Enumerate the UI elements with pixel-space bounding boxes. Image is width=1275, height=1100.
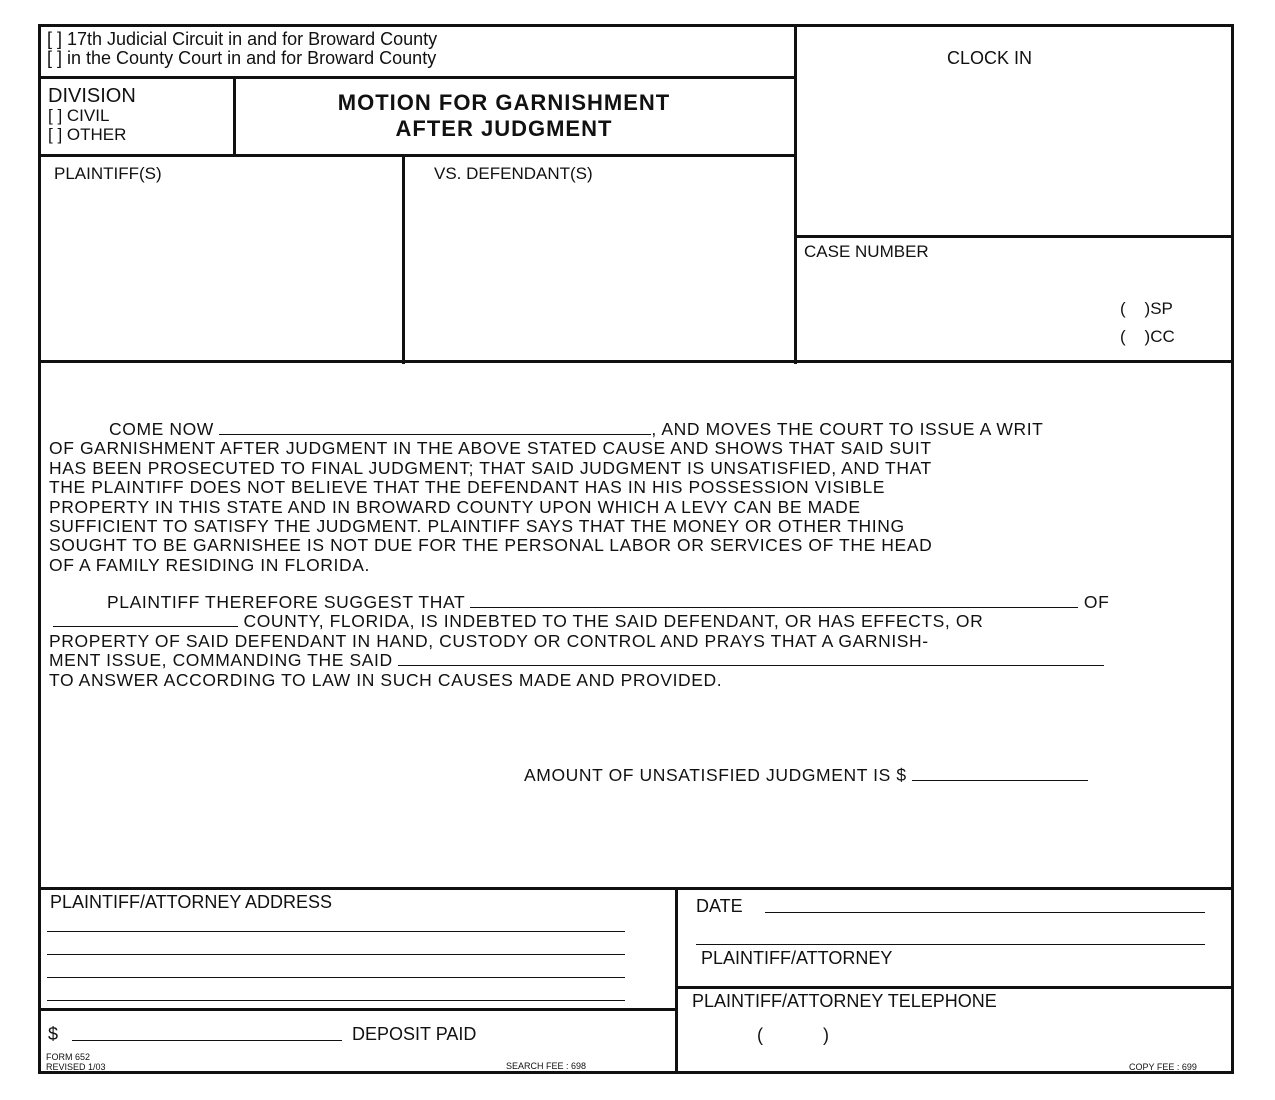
p1-line: PROPERTY IN THIS STATE AND IN BROWARD COUNTY UPON WHICH A LEVY CAN BE MADE [49, 496, 861, 517]
p1-line: SUFFICIENT TO SATISFY THE JUDGMENT. PLAINTIFF SAYS THAT THE MONEY OR OTHER THING [49, 516, 905, 537]
plaintiff-label: PLAINTIFF(S) [54, 164, 162, 183]
defendant-label: VS. DEFENDANT(S) [434, 164, 593, 183]
divider-right-column [794, 24, 797, 364]
p2-of: OF [1083, 592, 1110, 612]
form-title-line-2: AFTER JUDGMENT [395, 116, 613, 141]
p2-line2: COUNTY, FLORIDA, IS INDEBTED TO THE SAID DEFENDANT, OR HAS EFFECTS, OR [243, 611, 984, 632]
case-option-sp[interactable]: ( )SP [1120, 299, 1173, 318]
divider-footer [38, 887, 1234, 890]
address-line-1[interactable] [47, 931, 625, 932]
court-line-circuit: [ ] 17th Judicial Circuit in and for Broward County [47, 29, 438, 49]
movant-name-blank[interactable] [219, 420, 651, 435]
p2-first-line [49, 593, 1109, 612]
commanded-party-blank[interactable] [398, 651, 1104, 666]
p1-line: HAS BEEN PROSECUTED TO FINAL JUDGMENT; THAT SAID JUDGMENT IS UNSATISFIED, AND THAT [49, 457, 932, 478]
p1-line: OF GARNISHMENT AFTER JUDGMENT IN THE ABOVE STATED CAUSE AND SHOWS THAT SAID SUIT [49, 438, 932, 459]
amount-line [524, 766, 1088, 785]
p2-lead: PLAINTIFF THEREFORE SUGGEST THAT [107, 592, 465, 612]
date-label: DATE [696, 896, 743, 916]
signature-line[interactable] [696, 944, 1205, 945]
p2-line4: MENT ISSUE, COMMANDING THE SAID [49, 650, 393, 671]
address-line-2[interactable] [47, 954, 625, 955]
p2-line5: TO ANSWER ACCORDING TO LAW IN SUCH CAUSES MADE AND PROVIDED. [49, 669, 723, 690]
plaintiff-attorney-label: PLAINTIFF/ATTORNEY [701, 948, 893, 968]
p2-line3: PROPERTY OF SAID DEFENDANT IN HAND, CUSTODY OR CONTROL AND PRAYS THAT A GARNISH- [49, 630, 929, 651]
case-number-field[interactable] [804, 264, 1104, 298]
p1-line: OF A FAMILY RESIDING IN FLORIDA. [49, 554, 370, 575]
address-line-4[interactable] [47, 1000, 625, 1001]
division-heading: DIVISION [48, 85, 136, 107]
telephone-label: PLAINTIFF/ATTORNEY TELEPHONE [692, 991, 997, 1011]
address-line-3[interactable] [47, 977, 625, 978]
division-option-civil[interactable]: [ ] CIVIL [48, 106, 110, 125]
clock-in-label: CLOCK IN [947, 48, 1033, 68]
p1-line: SOUGHT TO BE GARNISHEE IS NOT DUE FOR THE PERSONAL LABOR OR SERVICES OF THE HEAD [49, 535, 933, 556]
form-title-line-1: MOTION FOR GARNISHMENT [337, 90, 671, 115]
p1-first-line [49, 420, 1043, 439]
divider-clock-in [794, 235, 1234, 238]
p1-line: THE PLAINTIFF DOES NOT BELIEVE THAT THE DEFENDANT HAS IN HIS POSSESSION VISIBLE [49, 477, 886, 498]
dollar-sign: $ [48, 1024, 59, 1044]
defendant-field[interactable] [410, 188, 790, 356]
phone-area-code[interactable]: ( ) [757, 1025, 829, 1045]
motion-paragraph-1 [49, 420, 1043, 575]
case-option-cc[interactable]: ( )CC [1120, 327, 1175, 346]
division-option-other[interactable]: [ ] OTHER [48, 125, 127, 144]
amount-label: AMOUNT OF UNSATISFIED JUDGMENT IS $ [524, 765, 907, 785]
address-label: PLAINTIFF/ATTORNEY ADDRESS [50, 892, 333, 912]
deposit-paid-label: DEPOSIT PAID [352, 1024, 477, 1044]
form-title [236, 90, 772, 142]
divider-header [38, 360, 1234, 363]
deposit-amount-blank[interactable] [72, 1040, 342, 1041]
plaintiff-field[interactable] [44, 188, 398, 356]
p1-lead: COME NOW [109, 419, 214, 439]
case-number-label: CASE NUMBER [804, 242, 929, 261]
divider-footer-columns [675, 887, 678, 1074]
motion-paragraph-2 [49, 593, 1109, 690]
divider-court-lines [38, 76, 796, 79]
amount-blank[interactable] [912, 766, 1088, 781]
divider-parties [402, 154, 405, 364]
search-fee: SEARCH FEE : 698 [506, 1061, 587, 1071]
divider-deposit [38, 1008, 677, 1011]
p1-after-blank: , AND MOVES THE COURT TO ISSUE A WRIT [651, 419, 1044, 439]
divider-title [38, 154, 796, 157]
county-blank[interactable] [53, 612, 238, 627]
p2-fourth-line [49, 651, 1109, 670]
court-line-county: [ ] in the County Court in and for Broward County [47, 48, 437, 68]
date-blank[interactable] [765, 912, 1205, 913]
copy-fee: COPY FEE : 699 [1129, 1062, 1197, 1072]
form-revised: REVISED 1/03 [46, 1062, 106, 1072]
divider-telephone [675, 986, 1234, 989]
form-number: FORM 652 [46, 1052, 91, 1062]
p2-second-line [49, 612, 1109, 631]
garnishee-name-blank[interactable] [470, 593, 1078, 608]
